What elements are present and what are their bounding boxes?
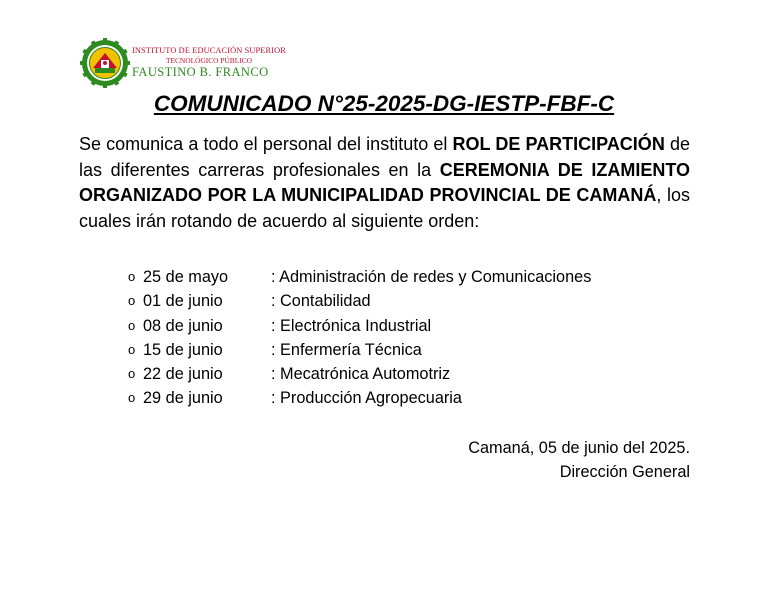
list-item bbox=[128, 265, 591, 289]
list-item bbox=[128, 362, 591, 386]
bullet-icon: o bbox=[128, 269, 136, 284]
institution-seal-icon bbox=[80, 38, 130, 88]
body-text-2: de las diferentes carreras profesionales en la bbox=[79, 134, 690, 180]
list-item bbox=[128, 386, 591, 410]
list-item bbox=[128, 314, 591, 338]
schedule-date: 15 de junio bbox=[143, 340, 223, 359]
schedule-date: 22 de junio bbox=[143, 365, 223, 384]
schedule-career: : Administración de redes y Comunicaciones bbox=[271, 268, 592, 286]
letterhead bbox=[80, 40, 286, 86]
document-title: COMUNICADO N°25-2025-DG-IESTP-FBF-C bbox=[153, 91, 615, 116]
issuing-office: Dirección General bbox=[559, 463, 690, 481]
list-item bbox=[128, 289, 591, 313]
bullet-icon: o bbox=[128, 317, 136, 333]
schedule-date: 01 de junio bbox=[143, 292, 223, 311]
list-item bbox=[128, 338, 591, 362]
schedule-career: : Electrónica Industrial bbox=[271, 316, 432, 335]
signature-block bbox=[468, 436, 690, 484]
schedule-career: : Enfermería Técnica bbox=[271, 340, 422, 359]
body-paragraph bbox=[79, 132, 690, 234]
body-text-3: , los cuales irán rotando de acuerdo al siguiente orden: bbox=[79, 185, 690, 231]
schedule-date: 08 de junio bbox=[143, 316, 223, 335]
schedule-career: : Contabilidad bbox=[271, 292, 371, 311]
schedule-date: 29 de junio bbox=[143, 389, 223, 408]
schedule-date: 25 de mayo bbox=[143, 268, 229, 286]
schedule-career: : Producción Agropecuaria bbox=[271, 389, 462, 408]
bullet-icon: o bbox=[128, 293, 136, 309]
body-text-1: Se comunica a todo el personal del instituto el bbox=[79, 134, 453, 154]
schedule-list bbox=[128, 265, 591, 411]
body-bold-1: ROL DE PARTICIPACIÓN bbox=[452, 134, 665, 154]
bullet-icon: o bbox=[128, 341, 136, 357]
body-bold-2: CEREMONIA DE IZAMIENTO ORGANIZADO POR LA MUNICIPALIDAD PROVINCIAL DE CAMANÁ bbox=[79, 159, 690, 205]
bullet-icon: o bbox=[128, 390, 136, 406]
institution-type: INSTITUTO DE EDUCACIÓN SUPERIOR bbox=[132, 46, 286, 56]
bullet-icon: o bbox=[128, 366, 136, 382]
schedule-career: : Mecatrónica Automotriz bbox=[271, 365, 451, 384]
institution-name: FAUSTINO B. FRANCO bbox=[132, 65, 269, 80]
institution-subtype: TECNOLÓGICO PÚBLICO bbox=[165, 55, 252, 65]
place-date: Camaná, 05 de junio del 2025. bbox=[468, 439, 690, 457]
